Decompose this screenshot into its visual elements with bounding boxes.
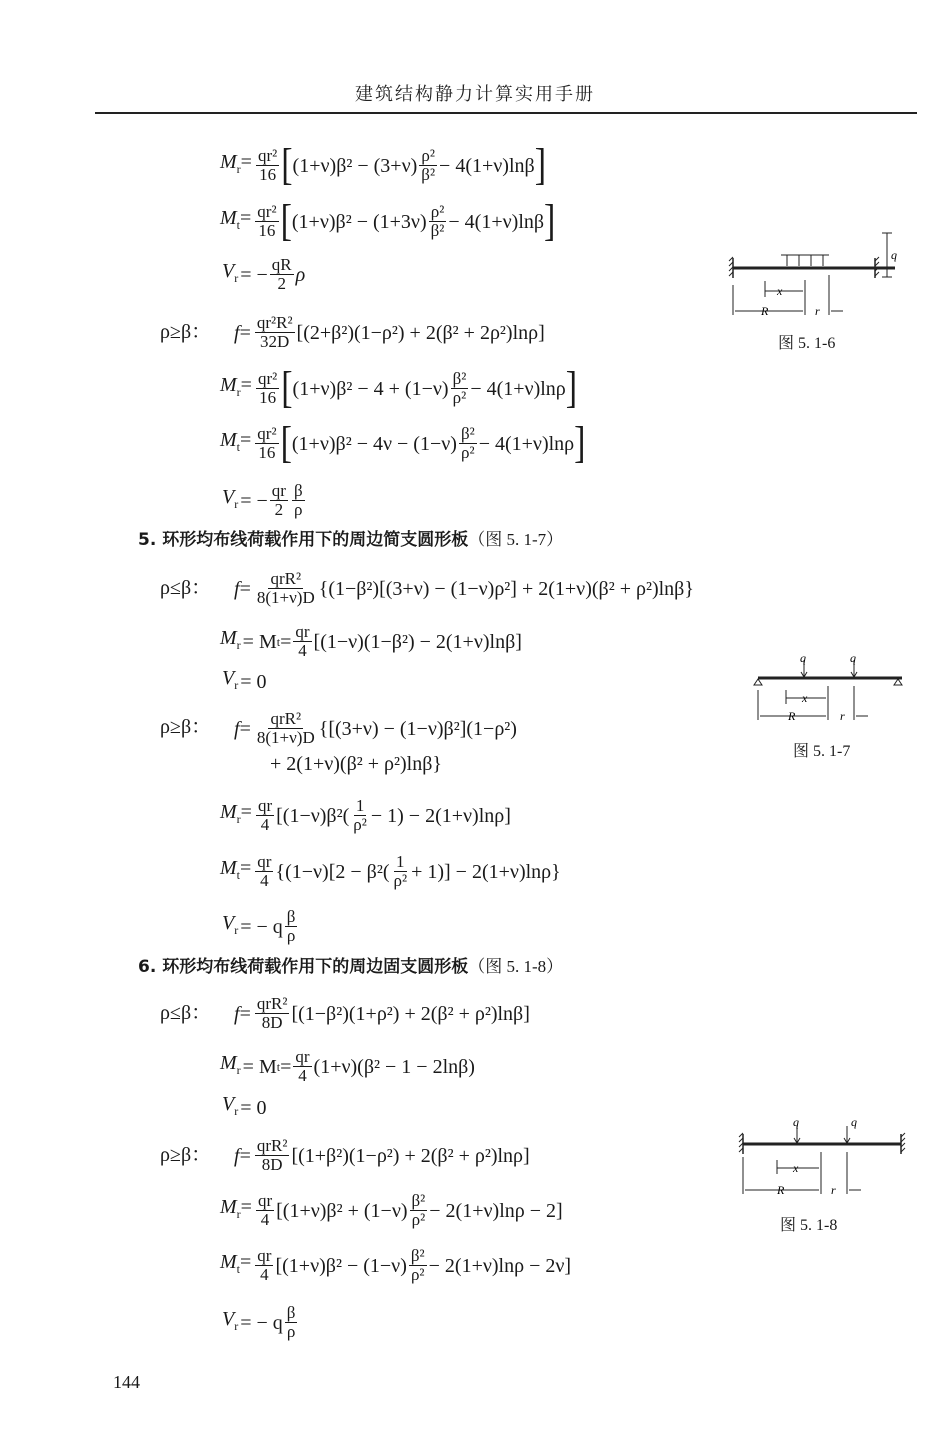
figure-label-q-1: q bbox=[793, 1115, 799, 1129]
eq-f-5: f= $\frac{\text{qrR²}}{8D}$ [(1+β²)(1−ρ²) + 2(β² + ρ²)lnρ] bbox=[234, 1136, 530, 1174]
figure-label-R: R bbox=[788, 709, 796, 723]
eq-sub: r bbox=[234, 271, 239, 285]
figure-label-R: R bbox=[761, 304, 769, 318]
figure-label-x: x bbox=[793, 1161, 799, 1175]
section-ref: （图 5. 1-8） bbox=[468, 957, 564, 976]
eq-sub: t bbox=[236, 868, 241, 882]
eq-tail: − 4(1+ν)lnβ bbox=[439, 154, 535, 177]
eq-den: 8(1+ν)D bbox=[256, 588, 315, 607]
eq-tail: − 2(1+ν)lnρ − 2ν] bbox=[428, 1254, 572, 1277]
eq-den: 4 bbox=[260, 1265, 269, 1284]
eq-tail: − 4(1+ν)lnβ bbox=[448, 210, 545, 233]
eq-tail: ρ bbox=[295, 263, 306, 286]
eq-vr-5 bbox=[222, 1094, 267, 1121]
figure-label-x: x bbox=[777, 284, 783, 298]
eq-fden: ρ² bbox=[411, 1210, 426, 1229]
eq-fden: ρ² bbox=[353, 815, 367, 834]
eq-lhs: M bbox=[220, 1196, 237, 1218]
eq-vr-4 bbox=[222, 908, 299, 945]
eq-sub: t bbox=[236, 440, 241, 454]
eq-sub: t bbox=[236, 218, 241, 232]
figure-5-1-8 bbox=[735, 1112, 910, 1202]
eq-sub2: t bbox=[276, 634, 281, 649]
eq-fnum: β bbox=[286, 1303, 296, 1322]
eq-lhs: M bbox=[220, 1251, 237, 1273]
header-rule bbox=[95, 112, 917, 114]
eq-den: 4 bbox=[298, 641, 307, 660]
figure-label-q-1: q bbox=[800, 651, 806, 665]
figure-label-q-2: q bbox=[850, 651, 856, 665]
eq-den: 16 bbox=[258, 221, 276, 240]
eq-body: + 2(1+ν)(β² + ρ²)lnβ} bbox=[270, 753, 443, 775]
eq-lhs: M bbox=[220, 801, 237, 823]
eq-den: 4 bbox=[260, 1210, 270, 1229]
figure-caption-5-1-6: 图 5. 1-6 bbox=[778, 335, 836, 352]
eq-den: 2 bbox=[274, 500, 284, 519]
eq-body: [(1−ν)(1−β²) − 2(1+ν)lnβ] bbox=[313, 630, 522, 653]
eq-lhs: V bbox=[222, 667, 235, 689]
eq-den: 16 bbox=[258, 443, 276, 462]
condition-le: ρ≤β： bbox=[160, 577, 212, 599]
eq-body: (1+ν)β² − (1+3ν) bbox=[291, 210, 427, 233]
condition-ge: ρ≥β： bbox=[160, 716, 212, 738]
eq-tail: − 1) − 2(1+ν)lnρ] bbox=[370, 804, 511, 827]
eq-den: 16 bbox=[259, 165, 277, 184]
eq-lhs: f bbox=[234, 1002, 240, 1025]
eq-den: 2 bbox=[277, 274, 286, 293]
eq-den: 4 bbox=[260, 815, 270, 834]
eq-mr-mt-2: $M_r$ = M t = $\frac{qr}{4}$ (1+ν)(β² − 1 − 2lnβ) bbox=[220, 1047, 475, 1085]
eq-num: qr bbox=[257, 1191, 273, 1210]
eq-den: 8D bbox=[261, 1155, 283, 1174]
eq-num: qr bbox=[257, 1246, 272, 1265]
section-title: 6. 环形均布线荷载作用下的周边固支圆形板 bbox=[138, 957, 469, 977]
eq-mt-1: $M_t=$ $\frac{\text{qr²}}{16}$ [ (1+ν)β² − (1+3ν) $\frac{\text{ρ²}}{\text{β²}}$ − 4(1+ν)lnβ ] bbox=[220, 196, 556, 245]
eq-lhs: M bbox=[220, 627, 237, 649]
figure-label-r: r bbox=[840, 709, 845, 723]
eq-lhs: V bbox=[222, 486, 235, 508]
eq-lhs: f bbox=[234, 717, 240, 740]
eq-sub: r bbox=[236, 385, 241, 399]
eq-mid: = M bbox=[242, 1055, 277, 1078]
eq-f-2: f= $\frac{\text{qrR²}}{8(1+\nu)D}$ {(1−β²)[(3+ν) − (1−ν)ρ²] + 2(1+ν)(β² + ρ²)lnβ} bbox=[234, 569, 694, 607]
eq-mt-3: $M_t=$ $\frac{qr}{4}$ {(1−ν)[2 − β²( $\frac{1}{\text{ρ²}}$ + 1)] − 2(1+ν)lnρ} bbox=[220, 852, 561, 890]
eq-fnum: β² bbox=[460, 424, 475, 443]
eq-fden: β² bbox=[421, 165, 436, 184]
eq-fden: β² bbox=[430, 221, 445, 240]
eq-num: qr² bbox=[257, 146, 278, 165]
eq-den: 4 bbox=[298, 1066, 307, 1085]
eq-fnum: ρ² bbox=[430, 202, 445, 221]
eq-sub: r bbox=[236, 1063, 241, 1077]
eq-pre: = − bbox=[240, 263, 268, 286]
eq-fnum: β² bbox=[452, 369, 467, 388]
eq-sub: r bbox=[234, 497, 239, 511]
figure-caption-5-1-8: 图 5. 1-8 bbox=[780, 1217, 838, 1234]
eq-num: qr bbox=[295, 622, 310, 641]
eq-sub: r bbox=[236, 638, 241, 652]
eq-num: qr² bbox=[257, 424, 277, 443]
figure-5-1-6 bbox=[725, 225, 910, 325]
eq-den: 8D bbox=[261, 1013, 283, 1032]
eq-sub: r bbox=[234, 923, 239, 937]
eq-vr-3 bbox=[222, 668, 267, 695]
eq-num: qR bbox=[271, 255, 292, 274]
eq-lhs: V bbox=[222, 912, 235, 934]
eq-body: [(1−β²)(1+ρ²) + 2(β² + ρ²)lnβ] bbox=[291, 1002, 530, 1025]
eq-f-3-cont bbox=[270, 754, 442, 774]
eq-vr-1 bbox=[222, 256, 305, 293]
eq-lhs: M bbox=[220, 374, 237, 396]
section-title: 5. 环形均布线荷载作用下的周边简支圆形板 bbox=[138, 530, 469, 550]
eq-f-4: f= $\frac{\text{qrR²}}{8D}$ [(1−β²)(1+ρ²) + 2(β² + ρ²)lnβ] bbox=[234, 994, 530, 1032]
eq-body: [(1+ν)β² − (1−ν) bbox=[275, 1254, 407, 1277]
eq-tail: − 4(1+ν)lnρ bbox=[478, 432, 575, 455]
eq-num: qr bbox=[257, 852, 272, 871]
section-ref: （图 5. 1-7） bbox=[468, 530, 564, 549]
eq-body: (1+ν)(β² − 1 − 2lnβ) bbox=[313, 1055, 475, 1078]
eq-sub: r bbox=[234, 678, 239, 692]
eq-num: qr bbox=[295, 1047, 310, 1066]
eq-num: qr bbox=[257, 796, 273, 815]
eq-lhs: V bbox=[222, 1093, 235, 1115]
eq-tail: − 2(1+ν)lnρ − 2] bbox=[429, 1199, 563, 1222]
figure-label-x: x bbox=[802, 691, 808, 705]
eq-tail: − 4(1+ν)lnρ bbox=[470, 377, 566, 400]
eq-sub2: t bbox=[276, 1059, 281, 1074]
figure-label-q-2: q bbox=[851, 1115, 857, 1129]
figure-5-1-7 bbox=[750, 648, 910, 730]
eq-lhs: M bbox=[220, 429, 237, 451]
running-header: 建筑结构静力计算实用手册 bbox=[355, 84, 595, 105]
eq-body: = 0 bbox=[240, 670, 267, 693]
eq-sub: t bbox=[236, 1262, 241, 1276]
eq-lhs: f bbox=[234, 1144, 240, 1167]
eq-mr-mt-1: $M_r$ = M t = $\frac{qr}{4}$ [(1−ν)(1−β²) − 2(1+ν)lnβ] bbox=[220, 622, 522, 660]
eq-lhs: V bbox=[222, 260, 235, 282]
eq-body: [(1+ν)β² + (1−ν) bbox=[276, 1199, 408, 1222]
eq-num: qrR² bbox=[256, 994, 288, 1013]
eq-sub: r bbox=[234, 1319, 239, 1333]
figure-label-R: R bbox=[777, 1183, 785, 1197]
eq-body: [(1+β²)(1−ρ²) + 2(β² + ρ²)lnρ] bbox=[291, 1144, 530, 1167]
figure-label-q: q bbox=[891, 248, 897, 262]
eq-body: {(1−β²)[(3+ν) − (1−ν)ρ²] + 2(1+ν)(β² + ρ²)lnβ} bbox=[318, 577, 694, 600]
eq-fnum: β² bbox=[411, 1191, 426, 1210]
eq-fden: ρ bbox=[294, 500, 303, 519]
figure-label-r: r bbox=[815, 304, 820, 318]
eq-mr-3: $M_r=$ $\frac{qr}{4}$ [(1−ν)β²( $\frac{1}{\text{ρ²}}$ − 1) − 2(1+ν)lnρ] bbox=[220, 796, 511, 834]
eq-fnum: β bbox=[286, 907, 296, 926]
eq-fden: ρ² bbox=[393, 871, 408, 890]
eq-mr-4: $M_r=$ $\frac{qr}{4}$ [(1+ν)β² + (1−ν) $\frac{\text{β²}}{\text{ρ²}}$ − 2(1+ν)lnρ − 2] bbox=[220, 1191, 563, 1229]
eq-fden: ρ² bbox=[452, 388, 467, 407]
eq-mr-1: $M_r=$ $\frac{\text{qr²}}{16}$ [ (1+ν)β² − (3+ν) $\frac{\text{ρ²}}{\text{β²}}$ − 4(1+ν)lnβ ] bbox=[220, 140, 547, 189]
eq-mt-2: $M_t=$ $\frac{\text{qr²}}{16}$ [ (1+ν)β² − 4ν − (1−ν) $\frac{\text{β²}}{\text{ρ²}}$ − 4(1+ν)lnρ ] bbox=[220, 418, 586, 467]
eq-tail: + 1)] − 2(1+ν)lnρ} bbox=[411, 860, 561, 883]
eq-body: [(2+β²)(1−ρ²) + 2(β² + 2ρ²)lnρ] bbox=[296, 321, 545, 344]
eq-lhs: M bbox=[220, 1052, 237, 1074]
eq-lhs: f bbox=[234, 321, 240, 344]
eq-fden: ρ bbox=[286, 926, 296, 945]
eq-fden: ρ bbox=[286, 1322, 296, 1341]
eq-num: qrR² bbox=[270, 709, 302, 728]
condition-ge: ρ≥β： bbox=[160, 321, 212, 343]
eq-fden: ρ² bbox=[410, 1265, 425, 1284]
eq-fnum: β bbox=[293, 481, 303, 500]
eq-num: qrR² bbox=[270, 569, 302, 588]
eq-sub: r bbox=[234, 1104, 239, 1118]
eq-mr-2: $M_r=$ $\frac{\text{qr²}}{16}$ [ (1+ν)β² − 4 + (1−ν) $\frac{\text{β²}}{\text{ρ²}}$ − 4(1+ν)lnρ ] bbox=[220, 363, 578, 412]
figure-caption-5-1-7: 图 5. 1-7 bbox=[793, 743, 851, 760]
condition-ge: ρ≥β： bbox=[160, 1144, 212, 1166]
eq-body: = 0 bbox=[240, 1096, 267, 1119]
eq-num: qr bbox=[271, 481, 286, 500]
page-number: 144 bbox=[113, 1372, 140, 1392]
eq-pre: = − q bbox=[240, 1311, 283, 1334]
eq-fnum: 1 bbox=[396, 852, 405, 871]
eq-num: qrR² bbox=[256, 1136, 288, 1155]
eq-pre: = − q bbox=[240, 915, 283, 938]
eq-body: (1+ν)β² − (3+ν) bbox=[292, 154, 418, 177]
eq-sub: r bbox=[236, 1207, 241, 1221]
eq-mid: = M bbox=[242, 630, 277, 653]
eq-fden: ρ² bbox=[461, 443, 475, 462]
eq-fnum: ρ² bbox=[421, 146, 435, 165]
eq-lhs: M bbox=[220, 207, 237, 229]
eq-f-3: f= $\frac{\text{qrR²}}{8(1+\nu)D}$ {[(3+ν) − (1−ν)β²](1−ρ²) bbox=[234, 709, 517, 747]
eq-body: (1+ν)β² − 4ν − (1−ν) bbox=[291, 432, 457, 455]
eq-fnum: β² bbox=[410, 1246, 425, 1265]
eq-body: (1+ν)β² − 4 + (1−ν) bbox=[292, 377, 449, 400]
eq-fnum: 1 bbox=[355, 796, 365, 815]
condition-le: ρ≤β： bbox=[160, 1002, 212, 1024]
figure-label-r: r bbox=[831, 1183, 836, 1197]
eq-f-1: f= $\frac{\text{qr²R²}}{32D}$ [(2+β²)(1−ρ²) + 2(β² + 2ρ²)lnρ] bbox=[234, 313, 545, 351]
section-5-heading bbox=[138, 525, 563, 550]
eq-pre: = − bbox=[240, 489, 268, 512]
eq-den: 4 bbox=[260, 871, 269, 890]
eq-num: qr² bbox=[257, 202, 277, 221]
eq-num: qr²R² bbox=[256, 313, 293, 332]
eq-vr-6 bbox=[222, 1304, 299, 1341]
eq-body: [(1−ν)β²( bbox=[276, 804, 350, 827]
eq-vr-2 bbox=[222, 482, 307, 519]
eq-body: {[(3+ν) − (1−ν)β²](1−ρ²) bbox=[318, 717, 517, 740]
eq-num: qr² bbox=[257, 369, 278, 388]
eq-den: 8(1+ν)D bbox=[256, 728, 315, 747]
eq-lhs: M bbox=[220, 857, 237, 879]
eq-sub: r bbox=[236, 812, 241, 826]
eq-lhs: f bbox=[234, 577, 240, 600]
eq-sub: r bbox=[236, 162, 241, 176]
eq-mt-4: $M_t=$ $\frac{qr}{4}$ [(1+ν)β² − (1−ν) $\frac{\text{β²}}{\text{ρ²}}$ − 2(1+ν)lnρ − 2ν] bbox=[220, 1246, 572, 1284]
eq-lhs: M bbox=[220, 151, 237, 173]
eq-den: 32D bbox=[260, 332, 290, 351]
eq-lhs: V bbox=[222, 1308, 235, 1330]
section-6-heading bbox=[138, 952, 563, 977]
eq-den: 16 bbox=[259, 388, 277, 407]
eq-body: {(1−ν)[2 − β²( bbox=[275, 860, 390, 883]
